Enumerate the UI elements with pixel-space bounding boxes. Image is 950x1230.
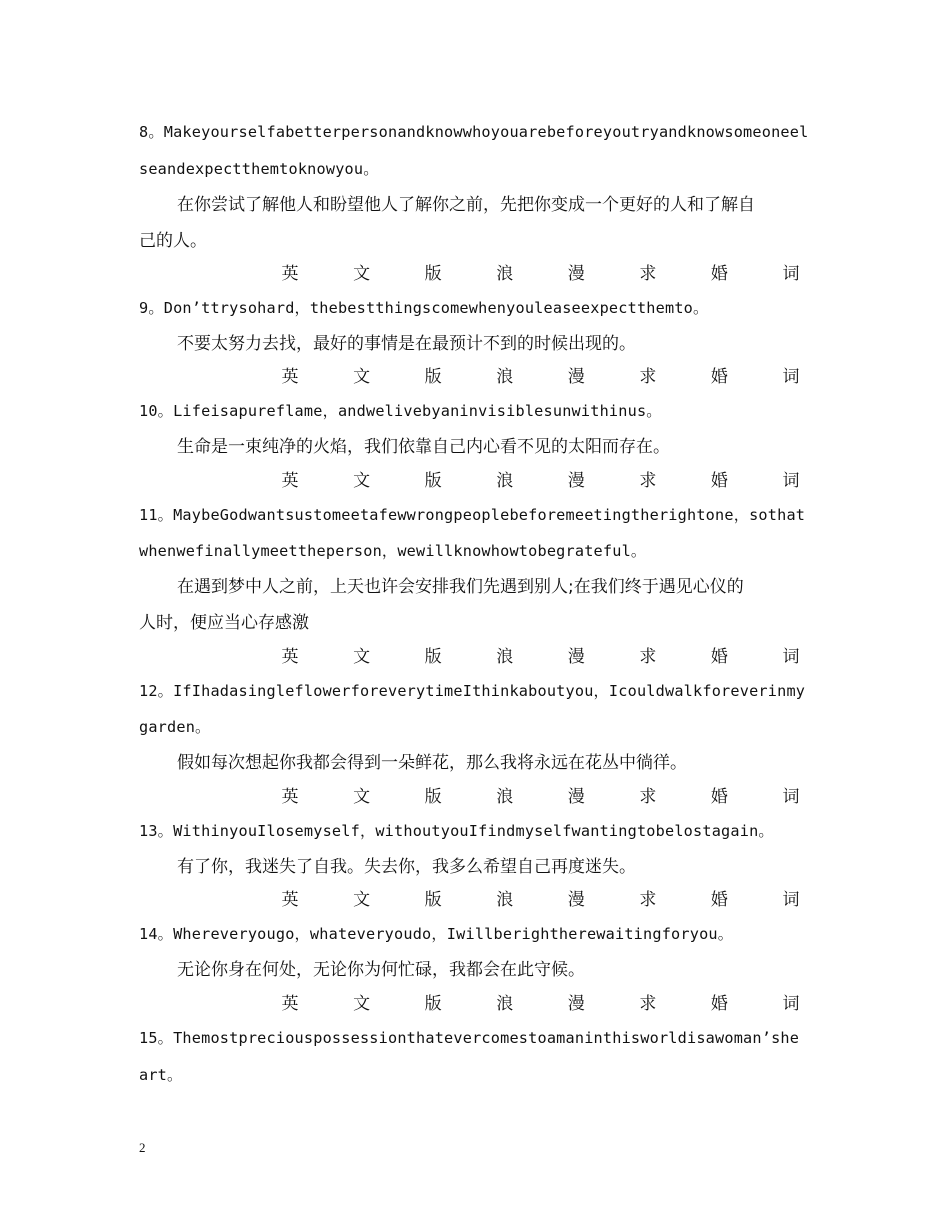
heading-char: 求 xyxy=(639,471,657,491)
heading-char: 婚 xyxy=(710,471,728,491)
item-12-en-line-2: garden。 xyxy=(139,718,211,736)
heading-char: 词 xyxy=(782,367,800,387)
heading-char: 求 xyxy=(639,994,657,1014)
heading-char: 漫 xyxy=(567,787,585,807)
heading-char: 浪 xyxy=(496,647,514,667)
section-heading xyxy=(270,259,811,284)
item-8-en-line-1: 8。Makeyourselfabetterpersonandknowwhoyouarebeforeyoutryandknowsomeoneel xyxy=(139,123,809,141)
item-12-en-line-1: 12。IfIhadasingleflowerforeverytimeIthinkaboutyou，Icouldwalkforeverinmy xyxy=(139,682,806,700)
item-15-en-line-1: 15。Themostpreciouspossessionthatevercomestoamaninthisworldisawoman’she xyxy=(139,1029,800,1047)
item-8-en-line-2: seandexpectthemtoknowyou。 xyxy=(139,160,379,178)
page-number: 2 xyxy=(139,1140,146,1155)
heading-char: 求 xyxy=(639,787,657,807)
section-heading xyxy=(270,362,811,387)
section-heading xyxy=(270,989,811,1014)
heading-char: 浪 xyxy=(496,994,514,1014)
heading-char: 版 xyxy=(424,647,442,667)
item-12-zh-line-1: 假如每次想起你我都会得到一朵鲜花，那么我将永远在花丛中徜徉。 xyxy=(177,753,687,773)
heading-char: 版 xyxy=(424,367,442,387)
heading-char: 婚 xyxy=(710,367,728,387)
section-heading xyxy=(270,466,811,491)
heading-char: 漫 xyxy=(567,994,585,1014)
heading-char: 浪 xyxy=(496,367,514,387)
item-10-zh-line-1: 生命是一束纯净的火焰，我们依靠自己内心看不见的太阳而存在。 xyxy=(177,437,670,457)
item-11-en-line-1: 11。MaybeGodwantsustomeetafewwrongpeoplebeforemeetingtherightone，sothat xyxy=(139,506,806,524)
heading-char: 文 xyxy=(353,367,371,387)
item-9-zh-line-1: 不要太努力去找，最好的事情是在最预计不到的时候出现的。 xyxy=(177,334,636,354)
item-11-zh-line-1: 在遇到梦中人之前，上天也许会安排我们先遇到别人;在我们终于遇见心仪的 xyxy=(177,577,744,597)
heading-char: 文 xyxy=(353,471,371,491)
heading-char: 英 xyxy=(281,367,299,387)
heading-char: 浪 xyxy=(496,471,514,491)
heading-char: 求 xyxy=(639,367,657,387)
heading-char: 求 xyxy=(639,647,657,667)
heading-char: 词 xyxy=(782,471,800,491)
heading-char: 英 xyxy=(281,787,299,807)
heading-char: 版 xyxy=(424,787,442,807)
heading-char: 英 xyxy=(281,994,299,1014)
item-13-zh-line-1: 有了你，我迷失了自我。失去你，我多么希望自己再度迷失。 xyxy=(177,857,636,877)
section-heading xyxy=(270,885,811,910)
heading-char: 婚 xyxy=(710,994,728,1014)
heading-char: 词 xyxy=(782,787,800,807)
heading-char: 版 xyxy=(424,890,442,910)
heading-char: 文 xyxy=(353,264,371,284)
heading-char: 求 xyxy=(639,890,657,910)
heading-char: 婚 xyxy=(710,647,728,667)
heading-char: 漫 xyxy=(567,471,585,491)
heading-char: 版 xyxy=(424,471,442,491)
heading-char: 英 xyxy=(281,647,299,667)
heading-char: 文 xyxy=(353,647,371,667)
heading-char: 文 xyxy=(353,890,371,910)
item-11-zh-line-2: 人时，便应当心存感激 xyxy=(139,613,309,633)
item-8-zh-line-2: 己的人。 xyxy=(139,231,207,251)
item-9-en-line-1: 9。Don’ttrysohard，thebestthingscomewhenyouleaseexpectthemto。 xyxy=(139,299,709,317)
heading-char: 版 xyxy=(424,264,442,284)
heading-char: 婚 xyxy=(710,264,728,284)
heading-char: 浪 xyxy=(496,787,514,807)
heading-char: 浪 xyxy=(496,264,514,284)
heading-char: 英 xyxy=(281,471,299,491)
heading-char: 英 xyxy=(281,890,299,910)
heading-char: 文 xyxy=(353,787,371,807)
heading-char: 文 xyxy=(353,994,371,1014)
heading-char: 英 xyxy=(281,264,299,284)
heading-char: 词 xyxy=(782,647,800,667)
heading-char: 婚 xyxy=(710,890,728,910)
heading-char: 求 xyxy=(639,264,657,284)
section-heading xyxy=(270,642,811,667)
heading-char: 浪 xyxy=(496,890,514,910)
heading-char: 漫 xyxy=(567,367,585,387)
heading-char: 漫 xyxy=(567,647,585,667)
heading-char: 词 xyxy=(782,264,800,284)
heading-char: 词 xyxy=(782,994,800,1014)
item-15-en-line-2: art。 xyxy=(139,1066,183,1084)
section-heading xyxy=(270,782,811,807)
heading-char: 漫 xyxy=(567,890,585,910)
item-14-zh-line-1: 无论你身在何处，无论你为何忙碌，我都会在此守候。 xyxy=(177,960,585,980)
item-8-zh-line-1: 在你尝试了解他人和盼望他人了解你之前，先把你变成一个更好的人和了解自 xyxy=(177,195,755,215)
item-10-en-line-1: 10。Lifeisapureflame，andwelivebyaninvisiblesunwithinus。 xyxy=(139,402,662,420)
heading-char: 婚 xyxy=(710,787,728,807)
heading-char: 漫 xyxy=(567,264,585,284)
item-11-en-line-2: whenwefinallymeettheperson，wewillknowhowtobegrateful。 xyxy=(139,542,647,560)
heading-char: 版 xyxy=(424,994,442,1014)
heading-char: 词 xyxy=(782,890,800,910)
item-13-en-line-1: 13。WithinyouIlosemyself，withoutyouIfindmyselfwantingtobelostagain。 xyxy=(139,822,774,840)
item-14-en-line-1: 14。Whereveryougo，whateveryoudo，Iwillberightherewaitingforyou。 xyxy=(139,925,734,943)
